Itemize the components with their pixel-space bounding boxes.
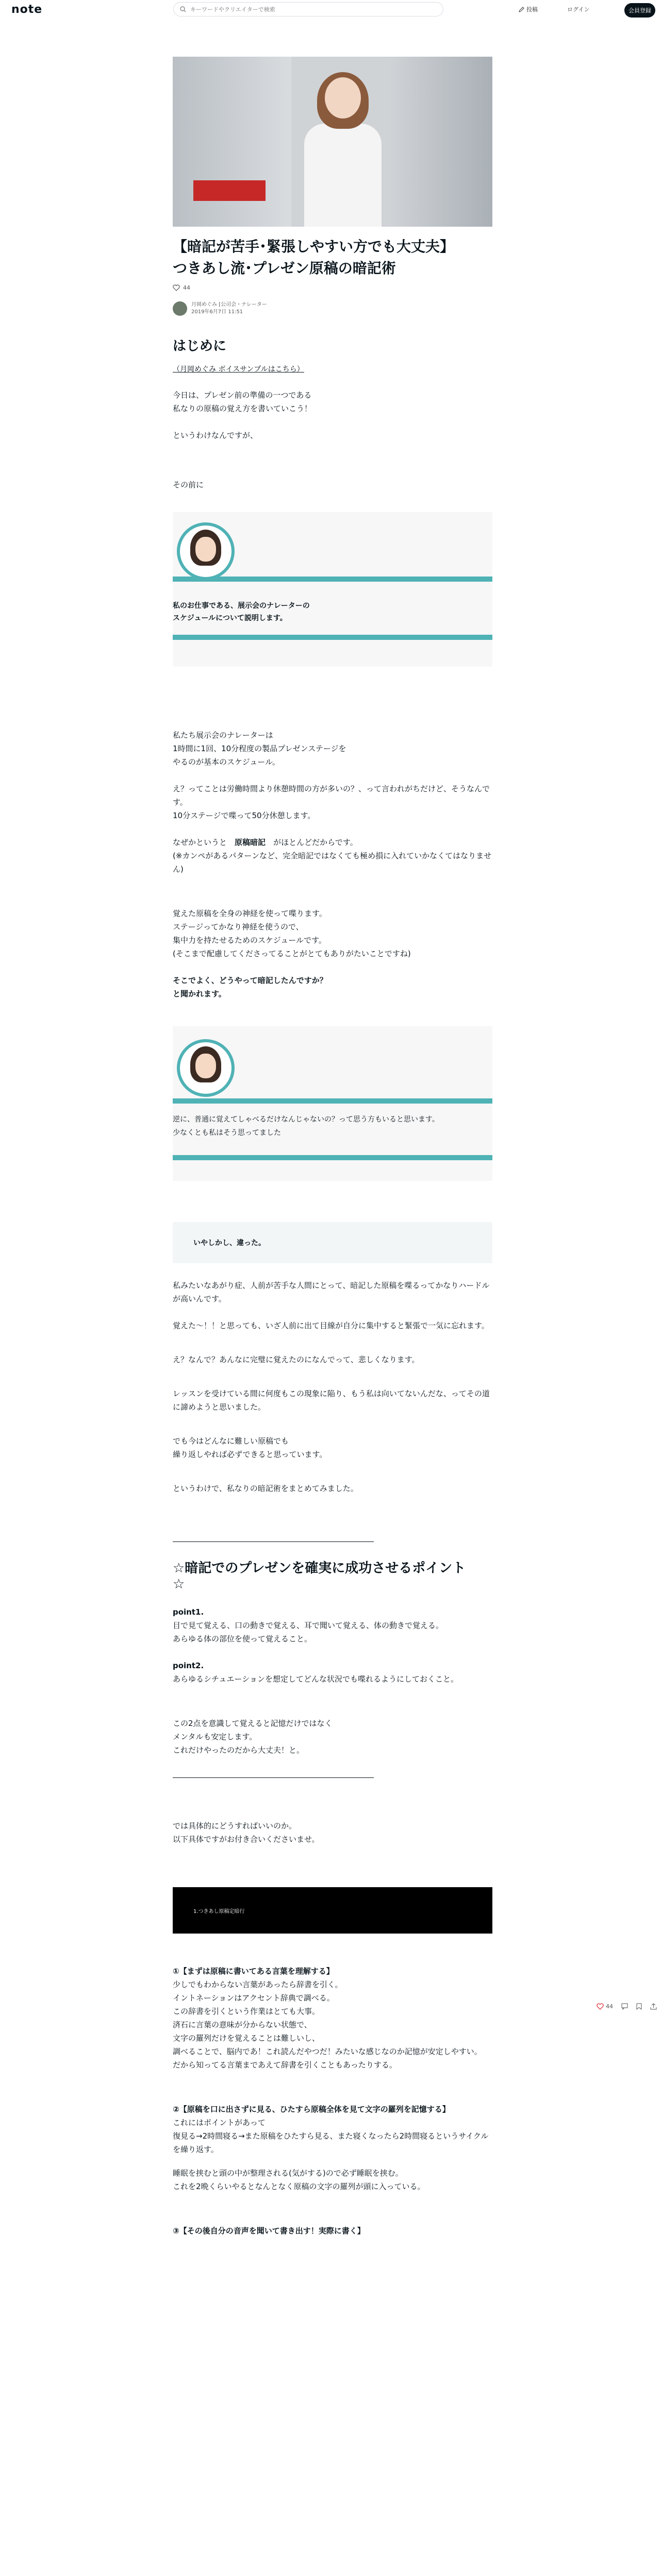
side-actions [597, 2003, 657, 2010]
post-date: 2019年6月7日 11:51 [191, 309, 243, 315]
paragraph: 私たち展示会のナレーターは [173, 731, 273, 740]
comment-icon[interactable] [621, 2003, 628, 2010]
paragraph: イントネーションはアクセント辞典で調べる。 [173, 1993, 335, 2003]
speech-card-1 [173, 512, 492, 667]
search-icon [180, 6, 186, 12]
bold-text: 原稿暗記 [235, 838, 266, 847]
paragraph: 今日は、プレゼン前の準備の一つである [173, 391, 312, 400]
paragraph: え？なんで？あんなに完璧に覚えたのになんでって、悲しくなります。 [173, 1355, 420, 1364]
paragraph [173, 836, 492, 849]
search-input[interactable] [189, 6, 418, 13]
signup-button[interactable]: 会員登録 [624, 3, 655, 18]
paragraph: これを2晩くらいやるとなんとなく原稿の文字の羅列が頭に入っている。 [173, 2182, 425, 2191]
author-info[interactable] [173, 301, 492, 316]
step-title: ①【まずは原稿に書いてある言葉を理解する】 [173, 1967, 334, 1976]
paragraph: 覚えた原稿を全身の神経を使って喋ります。 [173, 909, 327, 918]
article-title [173, 236, 492, 279]
like-area[interactable] [173, 284, 492, 291]
paragraph: やるのが基本のスケジュール。 [173, 757, 280, 767]
paragraph: 以下具体ですがお付き合いくださいませ。 [173, 1835, 320, 1844]
search-box[interactable] [173, 2, 443, 16]
paragraph: 私みたいなあがり症、人前が苦手な人間にとって、暗記した原稿を喋るってかなりハードルが高いんです。 [173, 1281, 490, 1303]
paragraph: では具体的にどうすればいいのか。 [173, 1821, 297, 1831]
paragraph: 覚えた〜！！と思っても、いざ人前に出て目線が自分に集中すると緊張で一気に忘れます。 [173, 1321, 489, 1330]
paragraph: あらゆるシチュエーションを想定してどんな状況でも喋れるようにしておくこと。 [173, 1674, 458, 1684]
paragraph: 復見る→2時間寝る→また原稿をひたすら見る、また寝くなったら2時間寝るというサイクルを繰り返す。 [173, 2131, 489, 2154]
side-like-button[interactable] [597, 2003, 613, 2010]
voice-sample-link[interactable]: （月岡めぐみ ボイスサンプルはこちら） [173, 365, 304, 374]
text-span: がほとんどだからです。 [273, 838, 358, 847]
card2-text: 少なくとも私はそう思ってました [173, 1129, 281, 1137]
quote-box: いやしかし、違った。 [173, 1222, 492, 1263]
paragraph: 私なりの原稿の覚え方を書いていこう！ [173, 404, 312, 413]
card1-text: 私のお仕事である、展示会のナレーターの [173, 602, 310, 610]
side-like-count: 44 [606, 2003, 613, 2010]
paragraph: あらゆる体の部位を使って覚えること。 [173, 1634, 312, 1643]
section-heading [173, 1557, 492, 1592]
point2-title: point2. [173, 1661, 204, 1670]
paragraph: (そこまで配慮してくださってることがとてもありがたいことですね) [173, 949, 411, 958]
author-avatar[interactable] [173, 301, 187, 316]
paragraph: レッスンを受けている間に何度もこの現象に陥り、もう私は向いてないんだな、ってその道に諦めようと思いました。 [173, 1389, 490, 1412]
paragraph: メンタルも安定します。 [173, 1732, 257, 1741]
author-name[interactable]: 月岡めぐみ [公司会・ナレーター [191, 302, 267, 308]
paragraph: これだけやったのだから大丈夫！と。 [173, 1745, 305, 1755]
step-title: ③【その後自分の音声を聞いて書き出す！実際に書く】 [173, 2226, 365, 2235]
bookmark-icon[interactable] [636, 2003, 642, 2010]
paragraph: 繰り返しやれば必ずできると思っています。 [173, 1450, 327, 1459]
section-heading-line: ☆ [173, 1577, 185, 1592]
heart-icon[interactable] [173, 284, 180, 291]
narrator-avatar-icon [177, 1039, 235, 1097]
paragraph: ステージってかなり神経を使うので、 [173, 922, 304, 931]
login-button[interactable]: ログイン [567, 6, 590, 13]
section-heading-line: ☆暗記でのプレゼンを確実に成功させるポイント [173, 1561, 466, 1576]
card2-text: 逆に、普通に覚えてしゃべるだけなんじゃないの？って思う方もいると思います。 [173, 1115, 439, 1124]
text-span: なぜかというと [173, 838, 227, 847]
step-title: ②【原稿を口に出さずに見る、ひたすら原稿全体を見て文字の羅列を記憶する】 [173, 2105, 450, 2114]
paragraph: 集中力を持たせるためのスケジュールです。 [173, 936, 326, 945]
paragraph: だから知ってる言葉まであえて辞書を引くこともあったりする。 [173, 2060, 397, 2070]
paragraph: そこでよく、どうやって暗記したんですか？ [173, 976, 327, 985]
paragraph: 目で見て覚える、口の動きで覚える、耳で聞いて覚える、体の動きで覚える。 [173, 1621, 444, 1630]
note-logo[interactable]: note [11, 3, 43, 16]
eyecatch-image [173, 57, 492, 227]
section-banner: 1.つきあし原稿定暗行 [173, 1887, 492, 1934]
narrator-avatar-icon [177, 522, 235, 580]
article-container [173, 57, 492, 2238]
share-icon[interactable] [650, 2003, 657, 2010]
paragraph: でも今はどんなに難しい原稿でも [173, 1436, 289, 1446]
paragraph: 10分ステージで喋って50分休憩します。 [173, 811, 316, 820]
post-button[interactable] [519, 5, 538, 13]
card1-text: スケジュールについて説明します。 [173, 614, 287, 622]
article-body [173, 316, 492, 2238]
paragraph: これにはポイントがあって [173, 2118, 266, 2127]
paragraph: この2点を意識して覚えると記憶だけではなく [173, 1719, 333, 1728]
post-label: 投稿 [526, 6, 538, 13]
point1-title: point1. [173, 1607, 204, 1617]
title-line1: 【暗記が苦手･緊張しやすい方でも大丈夫】 [173, 238, 455, 255]
paragraph: え？ってことは労働時間より休憩時間の方が多いの？、って言われがちだけど、そうなんです。 [173, 784, 490, 807]
paragraph: 文字の羅列だけを覚えることは難しいし、 [173, 2033, 320, 2043]
paragraph: というわけなんですが、 [173, 431, 258, 440]
paragraph: この辞書を引くという作業はとても大事。 [173, 2007, 320, 2016]
heart-icon[interactable] [597, 2003, 604, 2010]
intro-heading: はじめに [173, 338, 227, 354]
paragraph: 調べることで、脳内であ！これ読んだやつだ！みたいな感じなのか記憶が安定しやすい。 [173, 2047, 482, 2056]
paragraph: 済石に言葉の意味が分からない状態で、 [173, 2020, 312, 2029]
pencil-icon [519, 7, 524, 12]
paragraph: 少しでもわからない言葉があったら辞書を引く。 [173, 1980, 343, 1989]
paragraph: その前に [173, 480, 204, 489]
like-count: 44 [183, 284, 190, 291]
paragraph: 1時間に1回、10分程度の製品プレゼンステージを [173, 744, 346, 753]
speech-card-2 [173, 1026, 492, 1181]
paragraph: (※カンペがあるパターンなど、完全暗記ではなくても極め損に入れていかなくてはなりません) [173, 851, 492, 874]
paragraph: 睡眠を挟むと頭の中が整理される(気がする)ので必ず睡眠を挟む。 [173, 2168, 403, 2178]
paragraph: というわけで、私なりの暗記術をまとめてみました。 [173, 1484, 358, 1493]
title-line2: つきあし流･プレゼン原稿の暗記術 [173, 260, 396, 277]
global-header [0, 0, 662, 21]
paragraph: と聞かれます。 [173, 989, 226, 998]
